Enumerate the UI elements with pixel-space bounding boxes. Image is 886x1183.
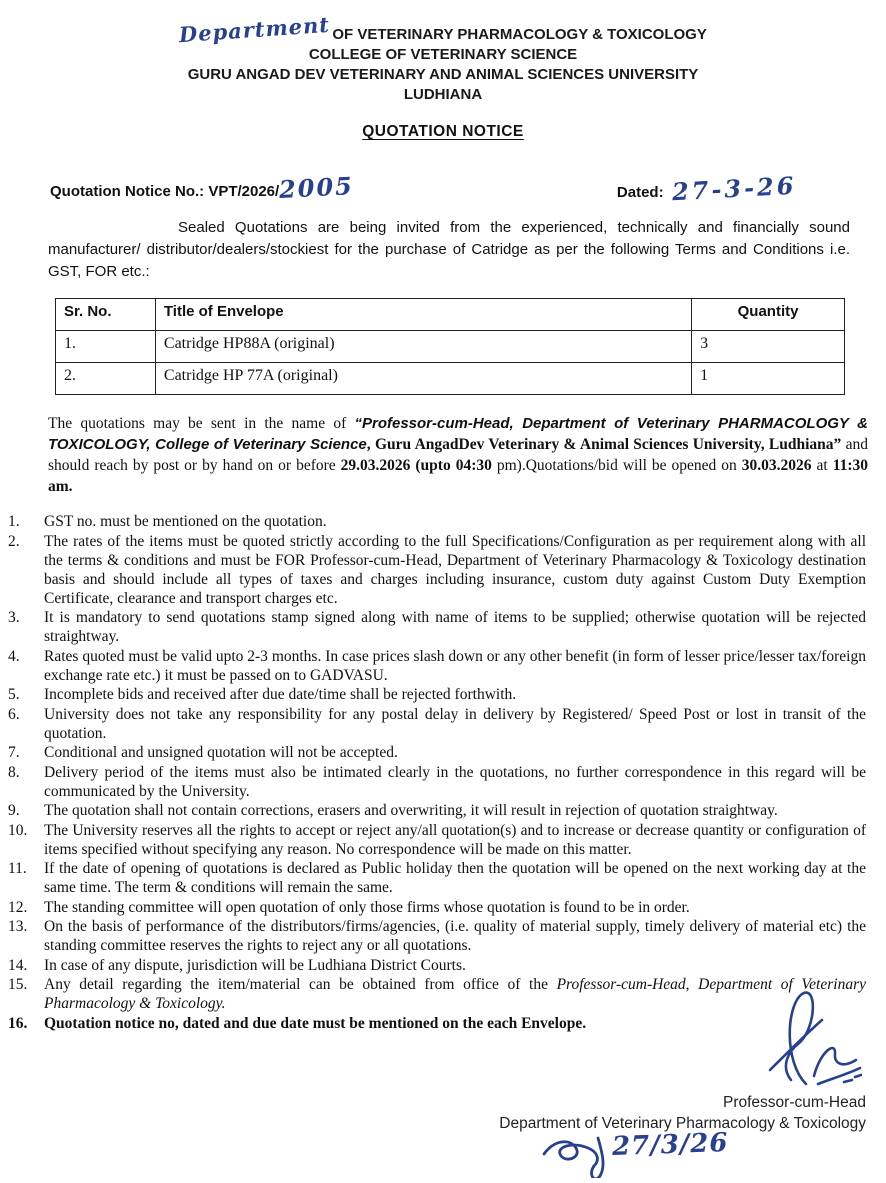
term-number: 8. xyxy=(8,763,20,781)
text-segment: GST no. must be mentioned on the quotation. xyxy=(44,513,327,530)
text-segment: It is mandatory to send quotations stamp signed along with name of items to be supplied; otherwise quotation will be rejected straightway. xyxy=(44,609,866,645)
footer-signatory xyxy=(0,1092,866,1134)
term-number: 1. xyxy=(8,513,20,530)
bottom-handwriting xyxy=(540,1124,730,1178)
quantity-cell: 3 xyxy=(692,331,845,363)
term-text xyxy=(44,821,866,859)
term-item xyxy=(8,1014,866,1033)
text-segment: The quotations may be sent in the name of xyxy=(48,415,355,432)
term-text xyxy=(44,975,866,1013)
term-item xyxy=(8,763,866,801)
text-segment: Quotation notice no, dated and due date must be mentioned on the each Envelope. xyxy=(44,1014,587,1032)
text-segment: In case of any dispute, jurisdiction will be Ludhiana District Courts. xyxy=(44,956,466,974)
term-number: 5. xyxy=(8,686,20,703)
title-cell: Catridge HP88A (original) xyxy=(155,331,691,363)
handwritten-bottom-date: 27/3/26 xyxy=(611,1127,729,1163)
text-segment: “Professor-cum-Head, Department of Veterinary PHARMACOLOGY & TOXICOLOGY, College of Veterinary Science xyxy=(48,415,869,453)
term-text xyxy=(44,917,866,955)
text-segment: 11:30 am. xyxy=(48,457,869,495)
term-number: 16. xyxy=(8,1014,28,1032)
term-item xyxy=(8,975,866,1013)
col-header-title: Title of Envelope xyxy=(155,299,691,331)
letterhead-line-1 xyxy=(0,11,886,48)
term-item xyxy=(8,917,866,955)
text-segment: The standing committee will open quotation of only those firms whose quotation is found to be in order. xyxy=(44,898,690,916)
term-text xyxy=(44,512,866,531)
col-header-quantity: Quantity xyxy=(692,299,845,331)
term-item xyxy=(8,608,866,646)
text-segment: 30.03.2026 xyxy=(741,457,812,474)
term-number: 2. xyxy=(8,532,20,550)
sr-no-cell: 1. xyxy=(56,331,156,363)
text-segment: Rates quoted must be valid upto 2-3 months. In case prices slash down or any other benefit (in form of lesser price/lesser tax/foreign exchange rate etc.) it must be passed on to GADVASU. xyxy=(44,647,866,684)
term-item xyxy=(8,647,866,685)
address-paragraph xyxy=(48,413,868,497)
text-segment: Delivery period of the items must also be intimated clearly in the quotations, no further correspondence in this regard will be communicated by the University. xyxy=(44,763,866,800)
term-item xyxy=(8,705,866,743)
term-text xyxy=(44,801,866,820)
term-text xyxy=(44,608,866,646)
text-segment: Conditional and unsigned quotation will not be accepted. xyxy=(44,744,398,761)
term-number: 6. xyxy=(8,705,20,723)
text-segment: and should reach by post or by hand on or before xyxy=(48,436,868,474)
term-item xyxy=(8,801,866,820)
term-number: 9. xyxy=(8,802,20,819)
term-text xyxy=(44,763,866,801)
letterhead-line-4: LUDHIANA xyxy=(403,86,483,103)
term-item xyxy=(8,956,866,975)
term-number: 14. xyxy=(8,956,28,974)
text-segment: If the date of opening of quotations is declared as Public holiday then the quotation will be opened on the next working day at the same time. The term & conditions will remain the same. xyxy=(44,860,866,896)
text-segment: The rates of the items must be quoted strictly according to the full Specifications/Configuration as per requirement along with all the terms & conditions and must be FOR Professor-cum-Head, Department of Veterinary Pharmacology & Toxicology destination basis and should include all types of taxes and charges including insurance, custom duty against Custom Duty Exemption Certificate, clearance and transport charges etc. xyxy=(44,532,866,607)
table-row xyxy=(56,331,845,363)
initials-scribble-icon xyxy=(540,1124,622,1178)
notice-number xyxy=(50,171,355,204)
text-segment: , Guru AngadDev Veterinary & Animal Sciences University, Ludhiana” xyxy=(366,436,842,453)
term-number: 7. xyxy=(8,744,20,761)
term-text xyxy=(44,743,866,762)
dated-label: Dated: xyxy=(616,184,664,201)
term-number: 12. xyxy=(8,898,28,916)
text-segment: The quotation shall not contain corrections, erasers and overwriting, it will result in rejection of quotation straightway. xyxy=(44,802,778,819)
term-item xyxy=(8,512,866,531)
handwritten-notice-number: 2005 xyxy=(278,171,355,204)
term-number: 4. xyxy=(8,647,20,665)
term-number: 3. xyxy=(8,609,20,626)
term-item xyxy=(8,685,866,704)
title-cell: Catridge HP 77A (original) xyxy=(155,363,691,395)
text-segment: 29.03.2026 (upto 04:30 xyxy=(340,457,497,474)
letterhead xyxy=(0,0,886,105)
quantity-cell: 1 xyxy=(692,363,845,395)
meta-row xyxy=(50,170,797,207)
table-header-row xyxy=(56,299,845,331)
col-header-sr-no: Sr. No. xyxy=(56,299,156,331)
term-number: 13. xyxy=(8,918,28,935)
signatory-department: Department of Veterinary Pharmacology & Toxicology xyxy=(499,1115,866,1132)
text-segment: The University reserves all the rights to accept or reject any/all quotation(s) and to increase or decrease quantity or configuration of items specified without specifying any reason. No correspondence will be made on this matter. xyxy=(44,821,866,858)
term-item xyxy=(8,821,866,859)
envelope-table xyxy=(55,298,845,395)
sr-no-cell: 2. xyxy=(56,363,156,395)
term-number: 11. xyxy=(8,860,27,877)
term-item xyxy=(8,898,866,917)
term-text xyxy=(44,956,866,975)
term-number: 15. xyxy=(8,976,28,993)
letterhead-line-2: COLLEGE OF VETERINARY SCIENCE xyxy=(308,46,578,63)
text-segment: University does not take any responsibility for any postal delay in delivery by Registered/ Speed Post or lost in transit of the quotation. xyxy=(44,705,866,742)
term-text xyxy=(44,532,866,608)
text-segment: Any detail regarding the item/material can be obtained from office of the xyxy=(44,976,557,993)
term-item xyxy=(8,532,866,608)
letterhead-line-1-text: OF VETERINARY PHARMACOLOGY & TOXICOLOGY xyxy=(332,26,707,43)
term-text xyxy=(44,859,866,897)
signature xyxy=(746,984,862,1092)
term-text xyxy=(44,898,866,917)
signature-ink-icon xyxy=(746,984,862,1092)
term-text xyxy=(44,1014,866,1033)
notice-number-label: Quotation Notice No.: VPT/2026/ xyxy=(50,183,280,200)
dated-field xyxy=(616,170,797,207)
notice-title: QUOTATION NOTICE xyxy=(362,123,524,140)
text-segment: pm).Quotations/bid will be opened on xyxy=(496,457,742,474)
term-text xyxy=(44,685,866,704)
term-text xyxy=(44,647,866,685)
term-item xyxy=(8,743,866,762)
term-item xyxy=(8,859,866,897)
text-segment: Incomplete bids and received after due date/time shall be rejected forthwith. xyxy=(44,686,517,703)
handwritten-department-word: Department xyxy=(178,11,331,48)
handwritten-date: 27-3-26 xyxy=(670,170,797,207)
text-segment: Professor-cum-Head, Department of Veterinary Pharmacology & Toxicology. xyxy=(44,976,866,1012)
text-segment: On the basis of performance of the distributors/firms/agencies, (i.e. quality of material supply, timely delivery of material etc) the standing committee reserves the rights to reject any or all quotations. xyxy=(44,918,866,954)
signatory-title: Professor-cum-Head xyxy=(723,1094,866,1111)
text-segment: at xyxy=(811,457,833,474)
term-number: 10. xyxy=(8,821,28,839)
letterhead-line-3: GURU ANGAD DEV VETERINARY AND ANIMAL SCIENCES UNIVERSITY xyxy=(187,66,699,83)
table-row xyxy=(56,363,845,395)
term-text xyxy=(44,705,866,743)
intro-paragraph: Sealed Quotations are being invited from the experienced, technically and financially sound manufacturer/ distributor/dealers/stockiest for the purchase of Catridge as per the following Terms and Conditions i.e. GST, FOR etc.: xyxy=(48,219,850,280)
terms-list xyxy=(8,512,866,1033)
